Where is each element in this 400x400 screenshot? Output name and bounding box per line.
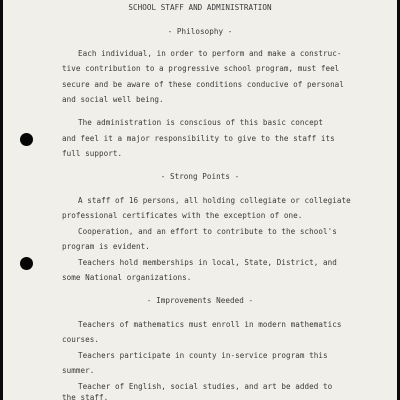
paragraph-line: The administration is conscious of this basic concept	[78, 118, 323, 127]
paragraph-line: A staff of 16 persons, all holding collegiate or collegiate	[78, 196, 351, 205]
paragraph-line: Teachers participate in county in-service program this	[78, 351, 328, 360]
paragraph-line: professional certificates with the exception of one.	[62, 211, 303, 220]
punch-hole	[20, 257, 33, 270]
paragraph-line: Teachers of mathematics must enroll in modern mathematics	[78, 320, 342, 329]
paragraph-line: program is evident.	[62, 242, 150, 251]
punch-hole	[20, 133, 33, 146]
section-heading-improvements: - Improvements Needed -	[146, 296, 254, 305]
paragraph-line: summer.	[62, 366, 95, 375]
paragraph-line: secure and be aware of these conditions conducive of personal	[62, 80, 344, 89]
paragraph-line: tive contribution to a progressive school program, must feel	[62, 64, 340, 73]
document-title: SCHOOL STAFF AND ADMINISTRATION	[128, 3, 272, 12]
paragraph-line: Each individual, in order to perform and make a construc-	[78, 49, 342, 58]
section-heading-strong-points: - Strong Points -	[160, 172, 240, 181]
paragraph-line: Cooperation, and an effort to contribute to the school's	[78, 227, 337, 236]
document-page	[3, 0, 397, 400]
paragraph-line: courses.	[62, 335, 99, 344]
section-heading-philosophy: - Philosophy -	[167, 27, 233, 36]
paragraph-line: and social well being.	[62, 95, 164, 104]
paragraph-line: the staff.	[62, 393, 109, 400]
paragraph-line: some National organizations.	[62, 273, 192, 282]
paragraph-line: full support.	[62, 149, 123, 158]
paragraph-line: Teacher of English, social studies, and art be added to	[78, 382, 333, 391]
paragraph-line: and feel it a major responsibility to give to the staff its	[62, 134, 335, 143]
paragraph-line: Teachers hold memberships in local, State, District, and	[78, 258, 337, 267]
